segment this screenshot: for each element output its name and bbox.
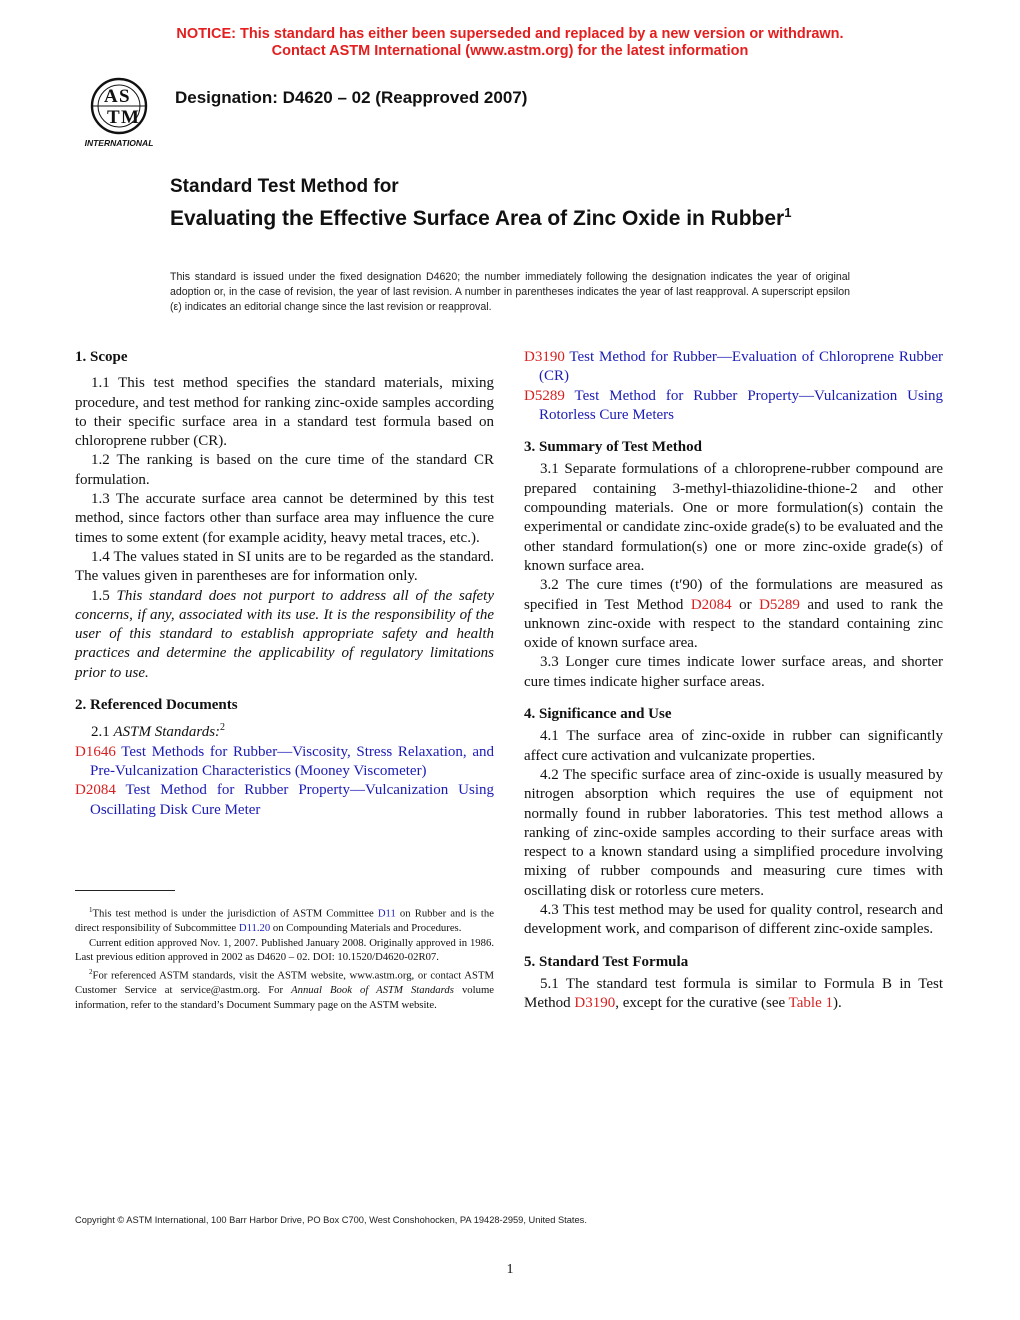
footnote-2 [75,965,494,1012]
link-table-1[interactable]: Table 1 [788,995,834,1012]
para-4-2: 4.2 The specific surface area of zinc-oxide is usually measured by nitrogen absorption which requires the use of equipment not normally found in rubber laboratories. This test method allows a ranking of zinc-oxide samples according to their surface areas with respect to a known standard using a simplified procedure involving mixing of rubber compounds and measuring cure times with oscillating disk or rotorless cure meters. [524,766,943,899]
ref-d5289[interactable] [524,387,943,426]
para-4-3: 4.3 This test method may be used for quality control, research and development work, and comparison of different zinc-oxide samples. [524,902,943,938]
para-5-1-text-c: ). [833,995,842,1012]
ref-d2084[interactable] [75,781,494,820]
footnote-1-text-a: This test method is under the jurisdiction of ASTM Committee [92,907,378,920]
footnote-2-mark: 2 [89,967,93,976]
notice-line-2: Contact ASTM International (www.astm.org) for the latest information [271,43,749,59]
footnote-2-italic: Annual Book of ASTM Standards [291,984,454,997]
ref-d1646-title[interactable]: Test Methods for Rubber—Viscosity, Stress Relaxation, and Pre-Vulcanization Characteristics (Mooney Viscometer) [90,743,494,779]
logo-caption: INTERNATIONAL [84,138,154,148]
ref-d3190-code[interactable]: D3190 [524,349,565,365]
ref-d2084-code[interactable]: D2084 [75,782,116,799]
logo-letter-m: M [121,107,139,128]
committee-d11-link[interactable]: D11 [377,907,396,920]
astm-logo-icon [78,76,160,148]
para-2-1 [75,718,494,742]
ref-d2084-title[interactable]: Test Method for Rubber Property—Vulcanization Using Oscillating Disk Cure Meter [90,782,494,818]
para-3-2 [524,576,943,653]
para-1-2: 1.2 The ranking is based on the cure time of the standard CR formulation. [75,452,494,488]
link-d3190[interactable]: D3190 [574,995,616,1012]
para-1-4: 1.4 The values stated in SI units are to be regarded as the standard. The values given in parentheses are for information only. [75,548,494,585]
para-3-3: 3.3 Longer cure times indicate lower surface areas, and shorter cure times indicate higher surface areas. [524,654,943,690]
para-5-1 [524,975,943,1014]
copyright: Copyright © ASTM International, 100 Barr Harbor Drive, PO Box C700, West Conshohocken, PA 19428-2959, United States. [75,1215,587,1225]
ref-d5289-code[interactable]: D5289 [524,387,565,404]
para-5-1-text-a: 5.1 The standard test formula is similar to Formula B in Test Method [524,975,943,1012]
page-number: 1 [506,1262,514,1277]
footnote-1-text-b: on Rubber and is the direct responsibility of Subcommittee [75,907,494,935]
para-3-2-text-a: 3.2 The cure times (t′90) of the formulations are measured as specified in Test Method [524,577,943,613]
para-5-1-text-b: , except for the curative (see [615,995,789,1012]
astm-international-logo [78,76,160,148]
section-3-heading: 3. Summary of Test Method [524,439,702,456]
footnote-rule [75,890,175,891]
right-column [524,348,943,1014]
left-column [75,348,494,820]
link-d2084[interactable]: D2084 [690,596,732,613]
para-1-1: 1.1 This test method specifies the standard materials, mixing procedure, and test method for ranking zinc-oxide samples according to their specific surface area in a standard test formula based on chloroprene rubber (CR). [75,375,494,450]
ref-d5289-title[interactable]: Test Method for Rubber Property—Vulcanization Using Rotorless Cure Meters [539,387,943,423]
title-line-2 [170,200,810,231]
para-1-5-text: This standard does not purport to address all of the safety concerns, if any, associated with its use. It is the responsibility of the user of this standard to establish appropriate safety and health practices and determine the applicability of regulatory limitations prior to use. [75,587,495,681]
para-2-1-text: ASTM Standards: [113,724,221,741]
logo-letter-s: S [119,86,130,107]
para-1-5 [75,587,494,683]
para-1-5-num: 1.5 [91,587,110,604]
section-1-heading: 1. Scope [75,349,128,365]
subcommittee-d11-20-link[interactable]: D11.20 [238,922,271,935]
footnote-1-text-c: on Compounding Materials and Procedures. [270,922,462,935]
ref-d3190[interactable] [524,348,943,387]
section-2-heading: 2. Referenced Documents [75,697,238,714]
footnote-1 [75,903,494,936]
logo-letter-t: T [107,107,120,128]
para-3-2-text-c: and used to rank the unknown zinc-oxide with respect to the standard containing zinc oxide of known surface area. [524,596,944,652]
para-3-2-text-b: or [731,596,760,613]
logo-letter-a: A [104,86,118,107]
para-1-3: 1.3 The accurate surface area cannot be determined by this test method, since factors other than surface area may influence the cure times to some extent (for example acidity, heavy metal traces, etc.). [75,491,494,546]
section-4-heading: 4. Significance and Use [524,706,672,723]
notice-line-1: NOTICE: This standard has either been superseded and replaced by a new version or withdrawn. [176,26,844,42]
footnote-2-text-a: For referenced ASTM standards, visit the ASTM website, www.astm.org, or contact ASTM Customer Service at service@astm.org. For [75,969,494,997]
ref-d1646-code[interactable]: D1646 [75,743,116,760]
title-main: Evaluating the Effective Surface Area of Zinc Oxide in Rubber [170,207,785,230]
para-4-1: 4.1 The surface area of zinc-oxide in rubber can significantly affect cure activation and vulcanizate properties. [524,728,943,764]
footnotes [75,903,494,1012]
para-2-1-sup: 2 [220,722,226,734]
para-2-1-num: 2.1 [91,724,110,741]
link-d5289[interactable]: D5289 [759,596,800,613]
title-footnote-mark: 1 [784,205,792,220]
title-line-1: Standard Test Method for [170,176,399,197]
preamble: This standard is issued under the fixed designation D4620; the number immediately following the designation indicates the year of original adoption or, in the case of revision, the year of last revision. A number in parentheses indicates the year of last reapproval. A superscript epsilon (ε) indicates an editorial change since the last revision or reapproval. [170,271,850,313]
footnote-1-edition: Current edition approved Nov. 1, 2007. Published January 2008. Originally approved in 1986. Last previous edition approved in 2002 as D4620 – 02. DOI: 10.1520/D4620-02R07. [75,936,494,964]
para-3-1: 3.1 Separate formulations of a chloroprene-rubber compound are prepared containing 3-methyl-thiazolidine-thione-2 and other compounding materials. One or more formulation(s) contain the experimental or candidate zinc-oxide grade(s) to be evaluated and the other standard formulation(s) one or more zinc-oxide grade(s) of known surface area. [524,461,943,574]
ref-d1646[interactable] [75,743,494,782]
designation: Designation: D4620 – 02 (Reapproved 2007) [175,88,528,107]
footnote-2-text-b: volume information, refer to the standard’s Document Summary page on the ASTM website. [75,984,495,1011]
ref-d3190-title[interactable]: Test Method for Rubber—Evaluation of Chloroprene Rubber (CR) [539,349,943,385]
section-5-heading: 5. Standard Test Formula [524,953,689,970]
footnote-1-mark: 1 [89,906,93,914]
